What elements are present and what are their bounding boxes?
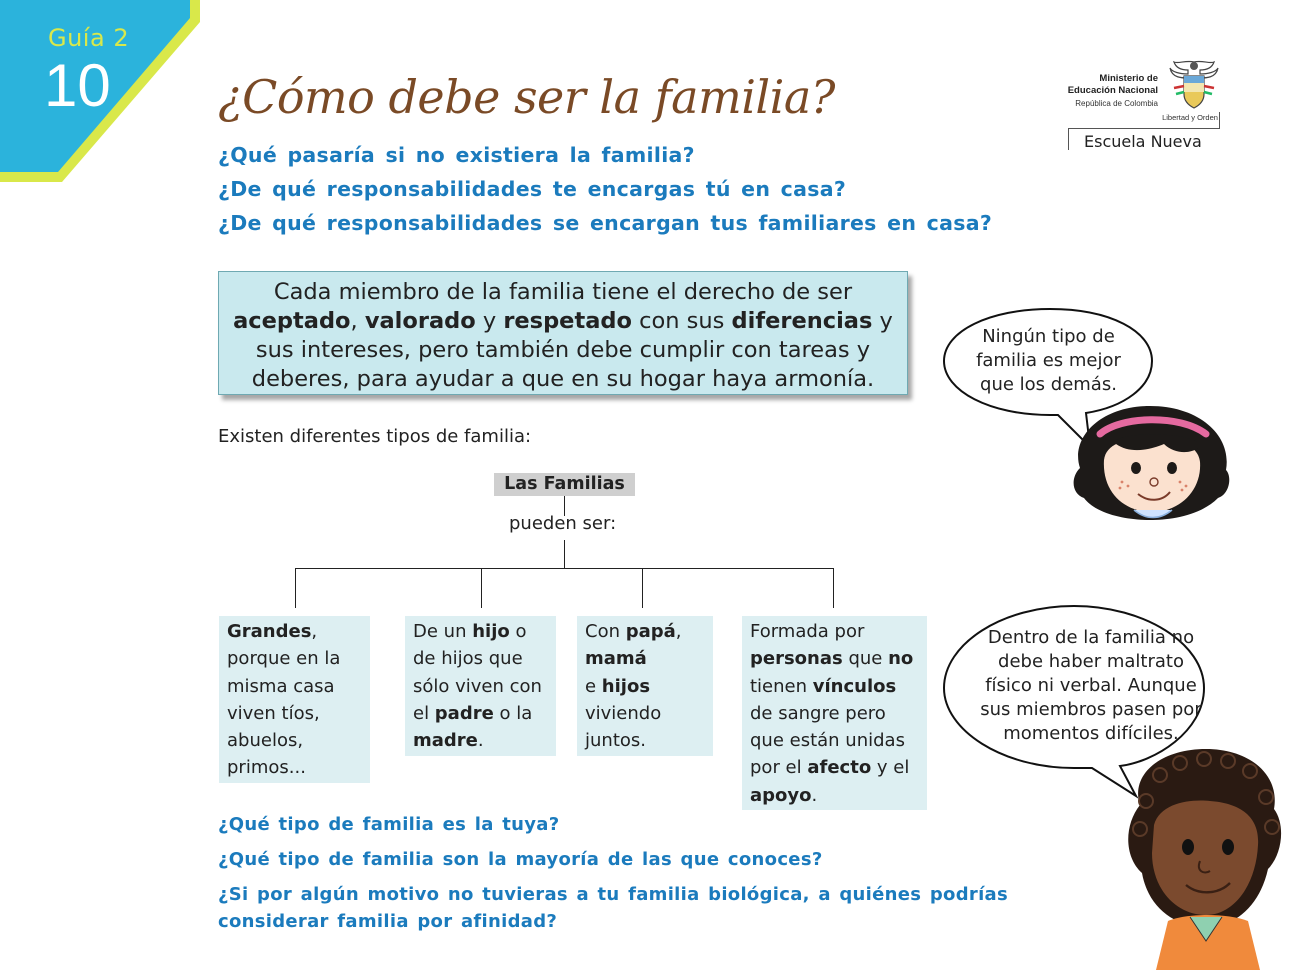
connector-label: pueden ser:: [509, 513, 617, 534]
connector-line: [642, 568, 643, 608]
speech-text-boy: Dentro de la familia no debe haber maltrato físico ni verbal. Aunque sus miembros pasen por momentos difíciles.: [980, 627, 1202, 744]
connector-line: [564, 540, 565, 569]
rights-callout-box: [218, 271, 908, 395]
motto-label: Libertad y Orden: [1162, 113, 1218, 122]
guide-label: Guía 2: [48, 24, 130, 52]
logo-divider: [1068, 128, 1069, 150]
family-type-extended: Grandes, porque en la misma casa viven tíos, abuelos, primos...: [219, 616, 370, 783]
page-title: ¿Cómo debe ser la familia?: [218, 70, 835, 124]
logo-divider: [1068, 128, 1220, 129]
reflection-question: considerar familia por afinidad?: [218, 911, 558, 932]
coat-of-arms-icon: [1168, 58, 1220, 114]
connector-line: [833, 568, 834, 608]
intro-question: ¿De qué responsabilidades te encargas tú en casa?: [218, 177, 847, 201]
intro-question: ¿De qué responsabilidades se encargan tus familiares en casa?: [218, 211, 993, 235]
program-name: Escuela Nueva: [1084, 132, 1202, 151]
reflection-question: ¿Si por algún motivo no tuvieras a tu familia biológica, a quiénes podrías: [218, 884, 1008, 905]
ministry-name: Ministerio de Educación Nacional: [1067, 73, 1158, 96]
connector-line: [295, 568, 834, 569]
intro-question: ¿Qué pasaría si no existiera la familia?: [218, 143, 695, 167]
family-type-single-parent: De un hijo o de hijos que sólo viven con el padre o la madre.: [405, 616, 556, 756]
reflection-question: ¿Qué tipo de familia son la mayoría de las que conoces?: [218, 849, 823, 870]
republic-label: República de Colombia: [1075, 99, 1158, 108]
diagram-root-node: Las Familias: [494, 473, 635, 496]
types-intro: Existen diferentes tipos de familia:: [218, 426, 532, 447]
reflection-question: ¿Qué tipo de familia es la tuya?: [218, 814, 560, 835]
girl-character-illustration: [1060, 398, 1240, 523]
rights-text: Cada miembro de la familia tiene el derecho de ser aceptado, valorado y respetado con sus diferencias y sus intereses, pero también debe cumplir con tareas y deberes, para ayudar a que en su hogar haya armonía.: [233, 279, 893, 392]
guide-number: 10: [44, 52, 111, 119]
family-type-affinity: Formada por personas que no tienen vínculos de sangre pero que están unidas por el afecto y el apoyo.: [742, 616, 927, 810]
connector-line: [481, 568, 482, 608]
family-type-nuclear: Con papá, mamá e hijos viviendo juntos.: [577, 616, 713, 756]
connector-line: [295, 568, 296, 608]
boy-character-illustration: [1110, 745, 1300, 970]
speech-text-girl: Ningún tipo de familia es mejor que los demás.: [976, 326, 1121, 395]
logo-divider: [1219, 112, 1220, 129]
